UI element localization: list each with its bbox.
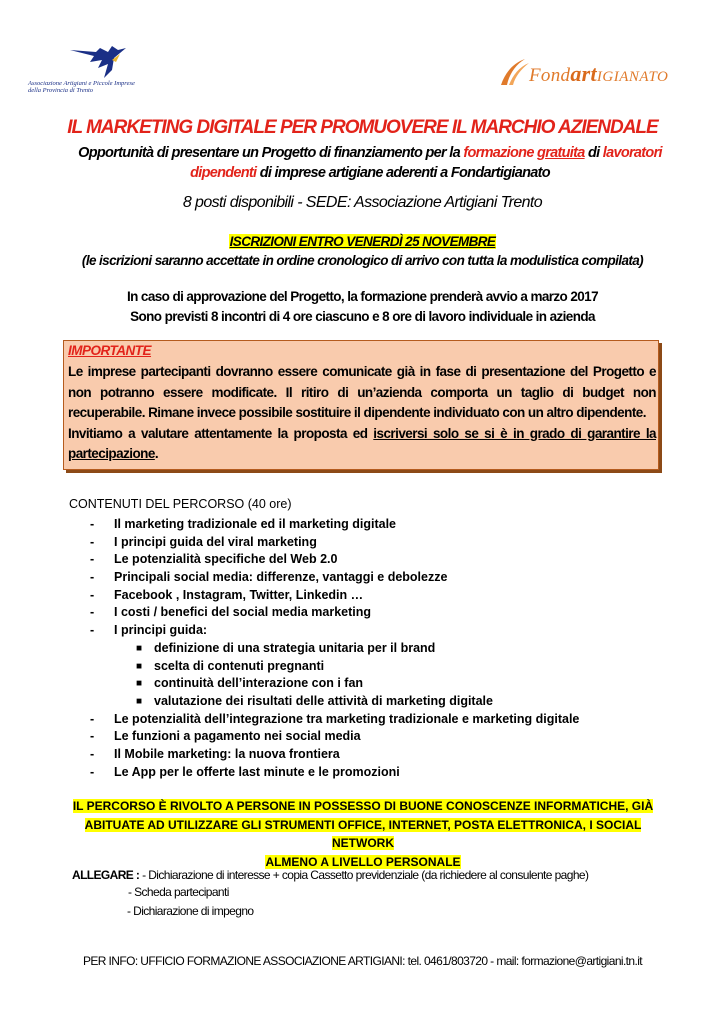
subtitle-text-3: di imprese artigiane aderenti a Fondartigianato [256,165,550,181]
list-item: - Le funzioni a pagamento nei social media [90,729,361,744]
association-logo [28,42,168,102]
list-item: - Le potenzialità specifiche del Web 2.0 [90,552,338,567]
deadline-text: ISCRIZIONI ENTRO VENERDÌ 25 NOVEMBRE [229,234,496,249]
list-item-text: I principi guida: [114,623,208,638]
important-text-3: iscriversi solo se si è in grado di garantire la partecipazione [68,425,656,461]
important-text [68,362,656,465]
subtitle-text-2: di [584,145,603,161]
list-item-text: Le potenzialità specifiche del Web 2.0 [114,552,338,567]
attachment-item: - Scheda partecipanti [128,885,229,899]
footer-contact: PER INFO: UFFICIO FORMAZIONE ASSOCIAZIONE ARTIGIANI: tel. 0461/803720 - mail: formazione@artigiani.tn.it [82,954,643,968]
list-item: - Facebook , Instagram, Twitter, Linkedin … [90,587,364,602]
square-bullet-icon: ■ [136,678,143,690]
list-item-text: continuità dell’interazione con i fan [154,676,364,691]
list-item: - Il Mobile marketing: la nuova frontiera [90,746,340,761]
contents-list [90,516,690,781]
list-item: - Le potenzialità dell’integrazione tra marketing tradizionale e marketing digitale [90,711,580,726]
important-text-1: Le imprese partecipanti dovranno essere comunicate già in fase di presentazione del Progetto e non potranno essere modificate. Il ritiro di un’azienda comporta un taglio di budget non recuperabile. Rimane invece possibile sostituire il dipendente individuato con un altro dipendente. [68,364,656,420]
sub-list-item [90,658,690,676]
logo-word-c: IGIANATO [596,69,669,85]
subtitle-text-1: Opportunità di presentare un Progetto di finanziamento per la [78,145,464,161]
swoosh-icon [495,55,531,91]
sub-list-item [90,640,690,658]
logo-caption-line1: Associazione Artigiani e Piccole Imprese [28,80,135,87]
logo-caption-line2: della Provincia di Trento [28,87,94,94]
list-item-text: scelta di contenuti pregnanti [154,658,325,673]
list-item: - I costi / benefici del social media marketing [90,605,372,620]
list-item: - Principali social media: differenze, vantaggi e debolezze [90,570,448,585]
seats-info: 8 posti disponibili - SEDE: Associazione Artigiani Trento [182,194,543,211]
important-heading: IMPORTANTE [68,343,152,358]
sub-list-item [90,675,690,693]
fondartigianato-logo [495,55,705,95]
eagle-icon [68,42,138,82]
subtitle-formazione: formazione [463,145,534,161]
attachments [72,866,588,885]
list-item-text: I principi guida del viral marketing [114,534,317,549]
list-item-text: Le App per le offerte last minute e le promozioni [114,764,400,779]
list-item: - I principi guida: [90,623,208,638]
notice-line-1: IL PERCORSO È RIVOLTO A PERSONE IN POSSESSO DI BUONE CONOSCENZE INFORMATICHE, GIÀ [72,799,654,813]
page-title: IL MARKETING DIGITALE PER PROMUOVERE IL MARCHIO AZIENDALE [67,117,658,138]
important-text-2: Invitiamo a valutare attentamente la proposta ed [68,425,374,441]
requirements-notice [63,797,663,871]
sub-list-item [90,693,690,711]
attachments-label: ALLEGARE : [72,868,140,882]
start-line-1: In caso di approvazione del Progetto, la formazione prenderà avvio a marzo 2017 [126,289,598,304]
attachment-item: - Dichiarazione di interesse + copia Cassetto previdenziale (da richiedere al consulente paghe) [139,868,589,882]
notice-line-2: ABITUATE AD UTILIZZARE GLI STRUMENTI OFFICE, INTERNET, POSTA ELETTRONICA, I SOCIAL NETWORK [84,817,642,850]
list-item-text: Le funzioni a pagamento nei social media [114,729,361,744]
square-bullet-icon: ■ [136,642,143,654]
list-item-text: Facebook , Instagram, Twitter, Linkedin … [114,587,364,602]
notice-line-3: ALMENO A LIVELLO PERSONALE [265,854,461,869]
list-item-text: valutazione dei risultati delle attività di marketing digitale [154,693,493,708]
subtitle-lavoratori: lavoratori dipendenti [190,145,662,181]
logo-word-b: art [570,61,597,86]
start-line-2: Sono previsti 8 incontri di 4 ore ciascuno e 8 ore di lavoro individuale in azienda [130,309,595,324]
square-bullet-icon: ■ [136,660,143,672]
list-item-text: definizione di una strategia unitaria per il brand [154,640,436,655]
deadline [0,233,725,251]
contents-title: CONTENUTI DEL PERCORSO (40 ore) [69,497,292,511]
list-item-text: Il marketing tradizionale ed il marketing digitale [114,517,397,531]
subtitle [70,143,670,183]
list-item-text: I costi / benefici del social media marketing [114,605,372,620]
square-bullet-icon: ■ [136,695,143,707]
logo-wordmark [529,61,668,87]
list-item-text: Il Mobile marketing: la nuova frontiera [114,746,340,761]
list-item-text: Principali social media: differenze, vantaggi e debolezze [114,570,448,585]
list-item: - I principi guida del viral marketing [90,534,317,549]
subtitle-gratuita: gratuita [537,145,585,161]
important-text-4: . [154,446,159,461]
deadline-note: (le iscrizioni saranno accettate in ordine cronologico di arrivo con tutta la modulistica compilata) [81,253,644,268]
important-box [63,340,659,470]
attachment-item: - Dichiarazione di impegno [127,904,254,918]
list-item: - Le App per le offerte last minute e le promozioni [90,764,400,779]
list-item: - Il marketing tradizionale ed il marketing digitale [90,517,397,531]
logo-word-a: Fond [529,65,571,86]
list-item-text: Le potenzialità dell’integrazione tra marketing tradizionale e marketing digitale [114,711,580,726]
start-info [0,287,725,327]
